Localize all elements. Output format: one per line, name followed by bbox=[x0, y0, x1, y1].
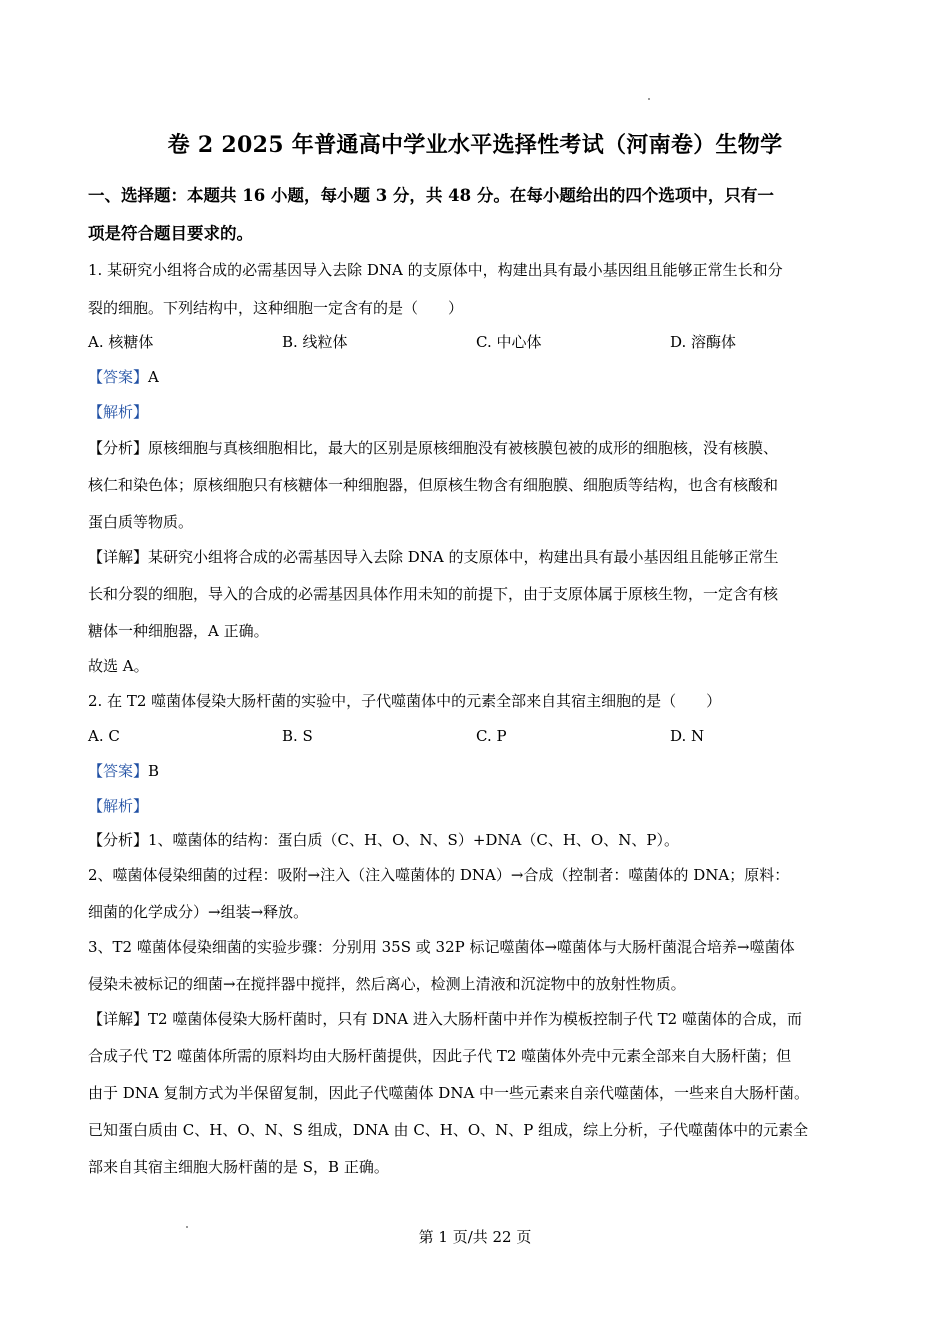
q2-point3-line1: 3、T2 噬菌体侵染细菌的实验步骤：分别用 35S 或 32P 标记噬菌体→噬菌体与大肠杆菌混合培养→噬菌体 bbox=[88, 938, 795, 956]
q1-option-b: B. 线粒体 bbox=[282, 333, 348, 351]
q1-conclusion: 故选 A。 bbox=[88, 657, 149, 675]
q2-analysis-tag: 【解析】 bbox=[88, 797, 149, 815]
page-footer: 第 1 页/共 22 页 bbox=[418, 1228, 532, 1246]
q1-answer-value: A bbox=[148, 368, 159, 386]
q1-analysis-tag: 【解析】 bbox=[88, 403, 149, 421]
q2-stem: 2. 在 T2 噬菌体侵染大肠杆菌的实验中，子代噬菌体中的元素全部来自其宿主细胞的是（ ） bbox=[88, 692, 722, 710]
q2-detail-tag: 【详解】 bbox=[88, 1010, 149, 1028]
q2-detail-line5: 部来自其宿主细胞大肠杆菌的是 S，B 正确。 bbox=[88, 1158, 389, 1176]
q2-detail-text1: T2 噬菌体侵染大肠杆菌时，只有 DNA 进入大肠杆菌中并作为模板控制子代 T2 噬菌体的合成，而 bbox=[148, 1010, 802, 1028]
q2-option-d: D. N bbox=[670, 727, 705, 745]
q2-detail-line1 bbox=[88, 1008, 878, 1030]
q2-analysis-line bbox=[88, 795, 878, 817]
q1-analysis-line bbox=[88, 401, 878, 423]
q1-fenxi-tag: 【分析】 bbox=[88, 439, 149, 457]
q2-option-a: A. C bbox=[88, 727, 120, 745]
q1-fenxi-line2: 核仁和染色体；原核细胞只有核糖体一种细胞器，但原核生物含有细胞膜、细胞质等结构，也含有核酸和 bbox=[88, 476, 779, 494]
q2-fenxi-text1: 1、噬菌体的结构：蛋白质（C、H、O、N、S）+DNA（C、H、O、N、P）。 bbox=[148, 831, 679, 849]
q1-answer-tag: 【答案】 bbox=[88, 368, 149, 386]
q2-option-c: C. P bbox=[476, 727, 507, 745]
q1-option-a: A. 核糖体 bbox=[88, 333, 154, 351]
q2-detail-line2: 合成子代 T2 噬菌体所需的原料均由大肠杆菌提供，因此子代 T2 噬菌体外壳中元素全部来自大肠杆菌；但 bbox=[88, 1047, 792, 1065]
q1-answer-line bbox=[88, 366, 878, 388]
q1-option-d: D. 溶酶体 bbox=[670, 333, 737, 351]
q2-answer-tag: 【答案】 bbox=[88, 762, 149, 780]
q2-point3-line2: 侵染未被标记的细菌→在搅拌器中搅拌，然后离心，检测上清液和沉淀物中的放射性物质。 bbox=[88, 975, 686, 993]
q1-detail-text1: 某研究小组将合成的必需基因导入去除 DNA 的支原体中，构建出具有最小基因组且能够正常生 bbox=[148, 548, 779, 566]
q2-point2-line1: 2、噬菌体侵染细菌的过程：吸附→注入（注入噬菌体的 DNA）→合成（控制者：噬菌体的 DNA；原料： bbox=[88, 866, 790, 884]
q1-fenxi-line1 bbox=[88, 437, 878, 459]
q2-fenxi-tag: 【分析】 bbox=[88, 831, 149, 849]
scan-speck bbox=[648, 98, 650, 100]
page-title: 卷 2 2025 年普通高中学业水平选择性考试（河南卷）生物学 bbox=[167, 132, 783, 158]
section-heading-line2: 项是符合题目要求的。 bbox=[88, 224, 253, 243]
q2-answer-value: B bbox=[148, 762, 160, 780]
q2-option-b: B. S bbox=[282, 727, 313, 745]
q1-detail-line3: 糖体一种细胞器，A 正确。 bbox=[88, 622, 269, 640]
section-heading-line1: 一、选择题：本题共 16 小题，每小题 3 分，共 48 分。在每小题给出的四个选项中，只有一 bbox=[88, 186, 774, 205]
q1-option-c: C. 中心体 bbox=[476, 333, 542, 351]
q1-stem-line1: 1. 某研究小组将合成的必需基因导入去除 DNA 的支原体中，构建出具有最小基因组且能够正常生长和分 bbox=[88, 261, 783, 279]
q2-answer-line bbox=[88, 760, 878, 782]
q2-detail-line3: 由于 DNA 复制方式为半保留复制，因此子代噬菌体 DNA 中一些元素来自亲代噬菌体，一些来自大肠杆菌。 bbox=[88, 1084, 810, 1102]
q1-fenxi-text1: 原核细胞与真核细胞相比，最大的区别是原核细胞没有被核膜包被的成形的细胞核，没有核膜、 bbox=[148, 439, 779, 457]
q1-stem-line2: 裂的细胞。下列结构中，这种细胞一定含有的是（ ） bbox=[88, 299, 464, 317]
q1-detail-line2: 长和分裂的细胞，导入的合成的必需基因具体作用未知的前提下，由于支原体属于原核生物，一定含有核 bbox=[88, 585, 779, 603]
q2-fenxi-line1 bbox=[88, 829, 878, 851]
scan-speck bbox=[186, 1226, 188, 1228]
q1-detail-line1 bbox=[88, 546, 878, 568]
q1-fenxi-line3: 蛋白质等物质。 bbox=[88, 513, 194, 531]
q2-detail-line4: 已知蛋白质由 C、H、O、N、S 组成，DNA 由 C、H、O、N、P 组成，综上分析，子代噬菌体中的元素全 bbox=[88, 1121, 809, 1139]
q2-point2-line2: 细菌的化学成分）→组装→释放。 bbox=[88, 903, 309, 921]
q1-detail-tag: 【详解】 bbox=[88, 548, 149, 566]
